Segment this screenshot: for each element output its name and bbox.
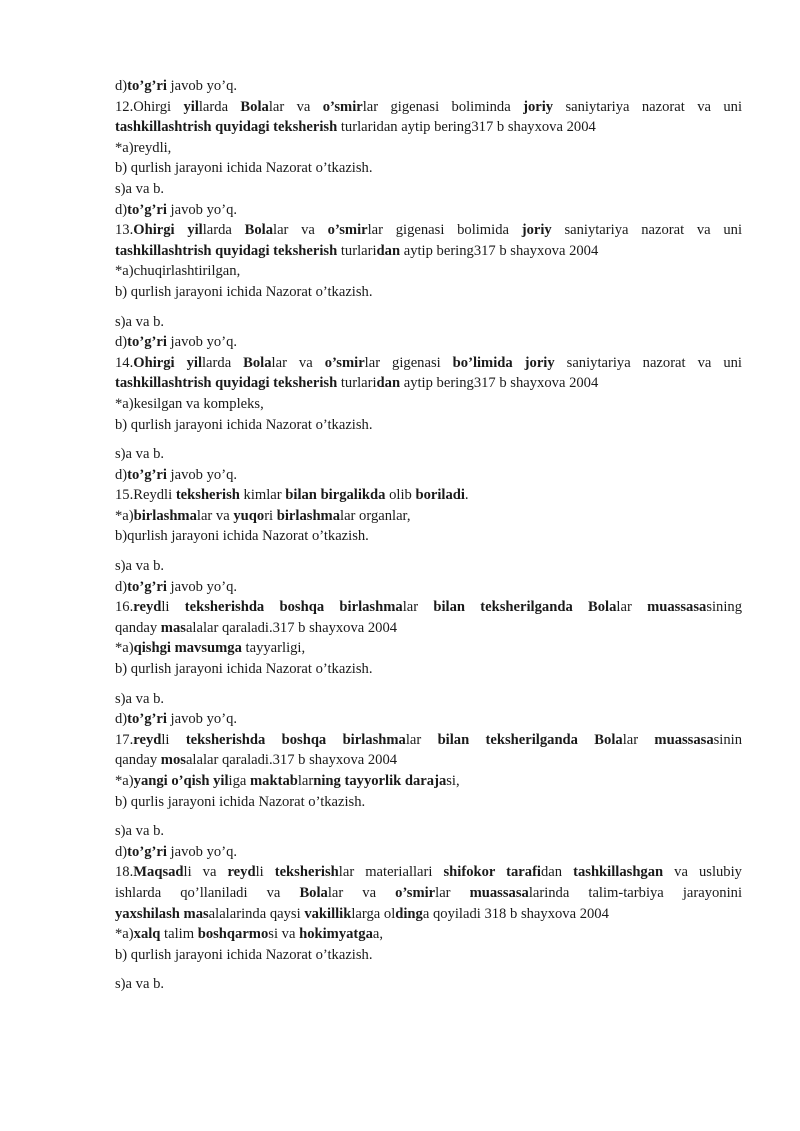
text-line bbox=[115, 597, 742, 618]
bold-text: o’smir bbox=[324, 354, 365, 371]
text-segment: b) qurlish jarayoni ichida Nazorat o’tkazish. bbox=[115, 661, 373, 678]
bold-text: dan bbox=[376, 242, 401, 259]
text-segment: javob yo’q. bbox=[166, 843, 238, 860]
bold-text: yuqo bbox=[233, 507, 265, 524]
text-segment: qanday bbox=[115, 619, 161, 636]
text-segment: olib bbox=[385, 487, 416, 504]
text-segment: . bbox=[464, 487, 469, 504]
text-segment: s)a va b. bbox=[115, 690, 165, 707]
text-segment: li bbox=[161, 731, 186, 748]
text-segment: javob yo’q. bbox=[166, 711, 238, 728]
text-segment: aytip bering317 b shayxova 2004 bbox=[400, 375, 599, 392]
text-segment: d) bbox=[115, 78, 128, 94]
text-segment: larda bbox=[202, 222, 245, 239]
text-segment: d) bbox=[115, 334, 128, 351]
text-segment: javob yo’q. bbox=[166, 201, 238, 218]
bold-text: Ohirgi yil bbox=[133, 222, 203, 239]
bold-text: bilan teksherilganda Bola bbox=[437, 731, 623, 748]
bold-text: teksherishda boshqa birlashma bbox=[185, 731, 406, 748]
text-segment: *a) bbox=[115, 640, 134, 657]
text-line bbox=[115, 659, 742, 680]
bold-text: xalq bbox=[133, 926, 161, 943]
bold-text: tashkillashtrish quyidagi teksherish bbox=[115, 375, 338, 392]
text-segment: b) qurlish jarayoni ichida Nazorat o’tkazish. bbox=[115, 946, 373, 963]
text-segment: turlari bbox=[337, 375, 377, 392]
bold-text: to’g’ri bbox=[127, 466, 167, 483]
text-segment: lar bbox=[297, 773, 314, 789]
text-line bbox=[115, 158, 742, 179]
text-segment: 12.Ohirgi bbox=[115, 98, 184, 115]
text-segment: li bbox=[161, 599, 185, 616]
text-line bbox=[115, 924, 742, 945]
bold-text: teksherish bbox=[175, 487, 240, 504]
text-line bbox=[115, 179, 742, 200]
text-segment: b) qurlish jarayoni ichida Nazorat o’tkazish. bbox=[115, 283, 373, 300]
text-segment: 17. bbox=[115, 731, 134, 748]
text-segment: lar gigenasi boliminda bbox=[362, 98, 524, 115]
bold-text: muassasa bbox=[647, 599, 707, 616]
text-line bbox=[115, 638, 742, 659]
text-segment: lar bbox=[616, 599, 648, 616]
text-line bbox=[115, 730, 742, 751]
text-line bbox=[115, 883, 742, 904]
text-line bbox=[115, 842, 742, 863]
text-segment: lar bbox=[405, 731, 438, 748]
text-segment: sinin bbox=[713, 731, 743, 748]
text-segment: s)a va b. bbox=[115, 976, 165, 993]
text-segment: d) bbox=[115, 843, 128, 860]
bold-text: yaxshilash mas bbox=[115, 905, 209, 922]
text-segment: *a)kesilgan va kompleks, bbox=[115, 395, 264, 412]
text-segment: b) qurlish jarayoni ichida Nazorat o’tkazish. bbox=[115, 416, 373, 433]
text-segment: javob yo’q. bbox=[166, 334, 238, 351]
bold-text: dan bbox=[376, 375, 401, 392]
text-segment: kimlar bbox=[239, 487, 286, 504]
bold-text: o’smir bbox=[395, 884, 436, 901]
text-segment: b)qurlish jarayoni ichida Nazorat o’tkazish. bbox=[115, 528, 369, 545]
text-segment: lar materiallari bbox=[338, 864, 444, 881]
text-segment: alalarinda qaysi bbox=[208, 905, 305, 922]
text-line bbox=[115, 117, 742, 138]
bold-text: tashkillashtrish quyidagi teksherish bbox=[115, 119, 338, 136]
bold-text: o’smir bbox=[327, 222, 368, 239]
text-line bbox=[115, 415, 742, 436]
text-segment: saniytariya nazorat va uni bbox=[553, 98, 743, 115]
text-line bbox=[115, 689, 742, 710]
text-line bbox=[115, 282, 742, 303]
text-segment: *a)chuqirlashtirilgan, bbox=[115, 263, 241, 280]
text-segment: lar bbox=[622, 731, 655, 748]
text-segment: javob yo’q. bbox=[166, 78, 238, 94]
text-line bbox=[115, 577, 742, 598]
text-segment: larda bbox=[198, 98, 241, 115]
bold-text: to’g’ri bbox=[127, 843, 167, 860]
text-segment: li bbox=[255, 864, 275, 881]
bold-text: birlashma bbox=[133, 507, 197, 524]
text-segment: s)a va b. bbox=[115, 446, 165, 463]
text-segment: a qoyiladi 318 b shayxova 2004 bbox=[422, 905, 609, 922]
text-segment: d) bbox=[115, 466, 128, 483]
text-segment: d) bbox=[115, 578, 128, 595]
bold-text: joriy bbox=[521, 222, 552, 239]
bold-text: bilan birgalikda bbox=[285, 487, 386, 504]
text-segment: tayyarligi, bbox=[241, 640, 306, 657]
text-segment: lar va bbox=[196, 507, 234, 524]
bold-text: qishgi mavsumga bbox=[133, 640, 242, 657]
bold-text: tashkillashgan bbox=[573, 864, 664, 881]
bold-text: tashkillashtrish quyidagi teksherish bbox=[115, 242, 338, 259]
bold-text: reyd bbox=[133, 731, 162, 748]
text-segment: javob yo’q. bbox=[166, 466, 238, 483]
text-line bbox=[115, 821, 742, 842]
bold-text: Bola bbox=[243, 354, 272, 371]
text-segment: lar gigenasi bolimida bbox=[367, 222, 522, 239]
document-page bbox=[115, 76, 742, 995]
text-line bbox=[115, 792, 742, 813]
text-segment: iga bbox=[228, 773, 251, 789]
text-segment: 18. bbox=[115, 864, 134, 881]
text-segment: alalar qaraladi.317 b shayxova 2004 bbox=[185, 752, 398, 769]
text-segment: lar va bbox=[271, 354, 325, 371]
text-line bbox=[115, 373, 742, 394]
text-segment: *a) bbox=[115, 773, 134, 789]
text-segment: s)a va b. bbox=[115, 313, 165, 330]
text-segment: lar va bbox=[273, 222, 328, 239]
text-line bbox=[115, 526, 742, 547]
text-line bbox=[115, 97, 742, 118]
bold-text: Bola bbox=[244, 222, 274, 239]
text-segment: lar bbox=[402, 599, 434, 616]
text-segment: javob yo’q. bbox=[166, 578, 238, 595]
text-segment: larda bbox=[202, 354, 244, 371]
bold-text: ning tayyorlik daraja bbox=[313, 773, 447, 789]
text-segment: 15.Reydli bbox=[115, 487, 176, 504]
text-segment: dan bbox=[541, 864, 574, 881]
bold-text: to’g’ri bbox=[127, 334, 167, 351]
text-segment: saniytariya nazorat va uni bbox=[554, 354, 742, 371]
text-line bbox=[115, 261, 742, 282]
bold-text: teksherish bbox=[274, 864, 339, 881]
bold-text: to’g’ri bbox=[127, 78, 167, 94]
bold-text: to’g’ri bbox=[127, 201, 167, 218]
bold-text: yil bbox=[183, 98, 199, 115]
text-line bbox=[115, 506, 742, 527]
bold-text: Maqsad bbox=[133, 864, 184, 881]
text-segment: saniytariya nazorat va uni bbox=[551, 222, 743, 239]
text-segment: turlari bbox=[337, 242, 377, 259]
text-line bbox=[115, 465, 742, 486]
text-segment: si, bbox=[446, 773, 460, 789]
text-segment: ishlarda qo’llaniladi va bbox=[115, 884, 300, 901]
text-segment: va uslubiy bbox=[663, 864, 742, 881]
bold-text: reyd bbox=[227, 864, 256, 881]
text-segment: b) qurlish jarayoni ichida Nazorat o’tkazish. bbox=[115, 160, 373, 177]
text-segment: larga ol bbox=[351, 905, 396, 922]
bold-text: to’g’ri bbox=[127, 578, 167, 595]
text-line bbox=[115, 945, 742, 966]
text-segment: lar bbox=[435, 884, 470, 901]
text-segment: a, bbox=[372, 926, 384, 943]
text-line bbox=[115, 444, 742, 465]
text-line bbox=[115, 76, 742, 97]
text-line bbox=[115, 220, 742, 241]
text-line bbox=[115, 332, 742, 353]
bold-text: Bola bbox=[240, 98, 269, 115]
bold-text: maktab bbox=[250, 773, 298, 789]
text-segment: lar organlar, bbox=[340, 507, 411, 524]
text-line bbox=[115, 974, 742, 995]
text-line bbox=[115, 312, 742, 333]
text-segment: si va bbox=[268, 926, 300, 943]
bold-text: joriy bbox=[523, 98, 554, 115]
text-segment: *a) bbox=[115, 507, 134, 524]
text-segment: qanday bbox=[115, 752, 161, 769]
bold-text: vakillik bbox=[304, 905, 352, 922]
bold-text: birlashma bbox=[276, 507, 341, 524]
bold-text: Ohirgi yil bbox=[133, 354, 202, 371]
text-segment: *a) bbox=[115, 926, 134, 943]
bold-text: boshqarmo bbox=[197, 926, 269, 943]
bold-text: shifokor tarafi bbox=[443, 864, 541, 881]
text-line bbox=[115, 750, 742, 771]
text-segment: li va bbox=[183, 864, 228, 881]
bold-text: Bola bbox=[299, 884, 328, 901]
text-segment: sining bbox=[706, 599, 742, 616]
bold-text: bilan teksherilganda Bola bbox=[433, 599, 617, 616]
text-segment: ri bbox=[264, 507, 277, 524]
text-line bbox=[115, 771, 742, 792]
text-line bbox=[115, 241, 742, 262]
text-line bbox=[115, 353, 742, 374]
text-line bbox=[115, 485, 742, 506]
text-segment: d) bbox=[115, 201, 128, 218]
text-segment: b) qurlis jarayoni ichida Nazorat o’tkazish. bbox=[115, 793, 366, 810]
text-segment: talim bbox=[160, 926, 198, 943]
bold-text: ding bbox=[395, 905, 423, 922]
bold-text: bo’limida joriy bbox=[452, 354, 555, 371]
text-segment: *a)reydli, bbox=[115, 139, 172, 156]
text-line bbox=[115, 556, 742, 577]
text-line bbox=[115, 200, 742, 221]
bold-text: boriladi bbox=[415, 487, 465, 504]
text-segment: turlaridan aytip bering317 b shayxova 2004 bbox=[337, 119, 596, 136]
bold-text: mas bbox=[160, 619, 186, 636]
text-line bbox=[115, 138, 742, 159]
bold-text: mos bbox=[160, 752, 186, 769]
text-line bbox=[115, 709, 742, 730]
text-line bbox=[115, 394, 742, 415]
text-segment: s)a va b. bbox=[115, 180, 165, 197]
text-segment: d) bbox=[115, 711, 128, 728]
bold-text: muassasa bbox=[469, 884, 529, 901]
text-segment: lar va bbox=[327, 884, 396, 901]
bold-text: teksherishda boshqa birlashma bbox=[184, 599, 403, 616]
bold-text: hokimyatga bbox=[299, 926, 373, 943]
bold-text: muassasa bbox=[654, 731, 714, 748]
bold-text: yangi o’qish yil bbox=[133, 773, 229, 789]
text-segment: s)a va b. bbox=[115, 558, 165, 575]
text-segment: 16. bbox=[115, 599, 134, 616]
text-segment: alalar qaraladi.317 b shayxova 2004 bbox=[185, 619, 398, 636]
bold-text: reyd bbox=[133, 599, 162, 616]
bold-text: to’g’ri bbox=[127, 711, 167, 728]
text-segment: 13. bbox=[115, 222, 134, 239]
text-segment: aytip bering317 b shayxova 2004 bbox=[400, 242, 599, 259]
text-segment: 14. bbox=[115, 354, 134, 371]
text-line bbox=[115, 618, 742, 639]
bold-text: o’smir bbox=[322, 98, 363, 115]
text-line bbox=[115, 862, 742, 883]
text-segment: lar va bbox=[268, 98, 323, 115]
text-segment: larinda talim-tarbiya jarayonini bbox=[528, 884, 742, 901]
text-segment: s)a va b. bbox=[115, 823, 165, 840]
text-segment: lar gigenasi bbox=[364, 354, 453, 371]
text-line bbox=[115, 904, 742, 925]
